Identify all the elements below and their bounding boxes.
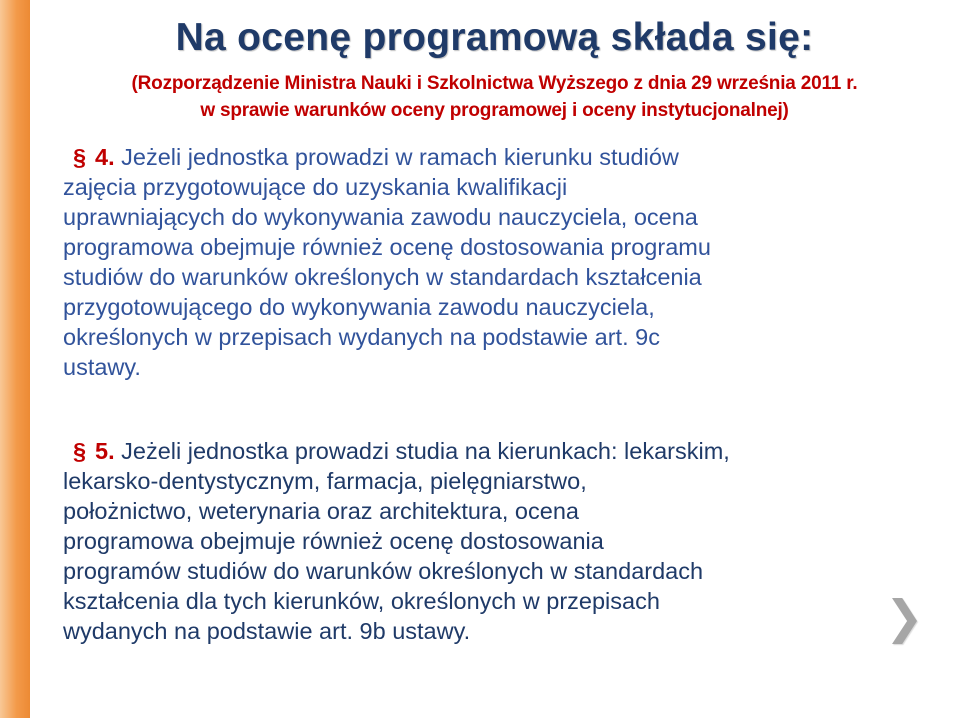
next-slide-chevron-icon[interactable]: ❯ (885, 590, 924, 644)
paragraph-4-line-7: określonych w przepisach wydanych na podstawie art. 9c (63, 324, 660, 350)
paragraph-4-line-5: studiów do warunków określonych w standardach kształcenia (63, 264, 702, 290)
paragraph-4-line-2: zajęcia przygotowujące do uzyskania kwalifikacji (63, 174, 568, 200)
paragraph-5-line-3: położnictwo, weterynaria oraz architektura, ocena (63, 498, 579, 524)
paragraph-5-line-4: programowa obejmuje również ocenę dostosowania (63, 528, 604, 554)
paragraph-5-line-text: Jeżeli jednostka prowadzi studia na kierunkach: lekarskim, (121, 438, 730, 464)
paragraph-5-number: 5. (95, 438, 115, 464)
paragraph-4 (63, 142, 923, 382)
subtitle-line-2: w sprawie warunków oceny programowej i oceny instytucjonalnej) (200, 100, 789, 121)
paragraph-5-line-2: lekarsko-dentystycznym, farmacja, pielęgniarstwo, (63, 468, 587, 494)
slide-title: Na ocenę programową składa się: (175, 16, 814, 59)
paragraph-4-line-1 (73, 142, 923, 172)
section-bullet-icon: § (73, 438, 87, 464)
paragraph-4-line-4: programowa obejmuje również ocenę dostosowania programu (63, 234, 711, 260)
paragraph-5-line-6: kształcenia dla tych kierunków, określonych w przepisach (63, 588, 660, 614)
paragraph-4-line-8: ustawy. (63, 354, 141, 380)
paragraph-5-line-5: programów studiów do warunków określonych w standardach (63, 558, 704, 584)
paragraph-5-line-1 (73, 436, 923, 466)
paragraph-4-line-3: uprawniających do wykonywania zawodu nauczyciela, ocena (63, 204, 698, 230)
paragraph-5 (63, 436, 923, 646)
paragraph-5-line-7: wydanych na podstawie art. 9b ustawy. (63, 618, 471, 644)
subtitle-line-1: (Rozporządzenie Ministra Nauki i Szkolnictwa Wyższego z dnia 29 września 2011 r. (131, 73, 858, 94)
slide (30, 0, 959, 718)
accent-side-bar (0, 0, 30, 718)
paragraph-4-number: 4. (95, 144, 115, 170)
paragraph-4-line-text: Jeżeli jednostka prowadzi w ramach kierunku studiów (121, 144, 679, 170)
paragraph-4-line-6: przygotowującego do wykonywania zawodu nauczyciela, (63, 294, 655, 320)
section-bullet-icon: § (73, 144, 87, 170)
slide-subtitle (30, 70, 959, 124)
